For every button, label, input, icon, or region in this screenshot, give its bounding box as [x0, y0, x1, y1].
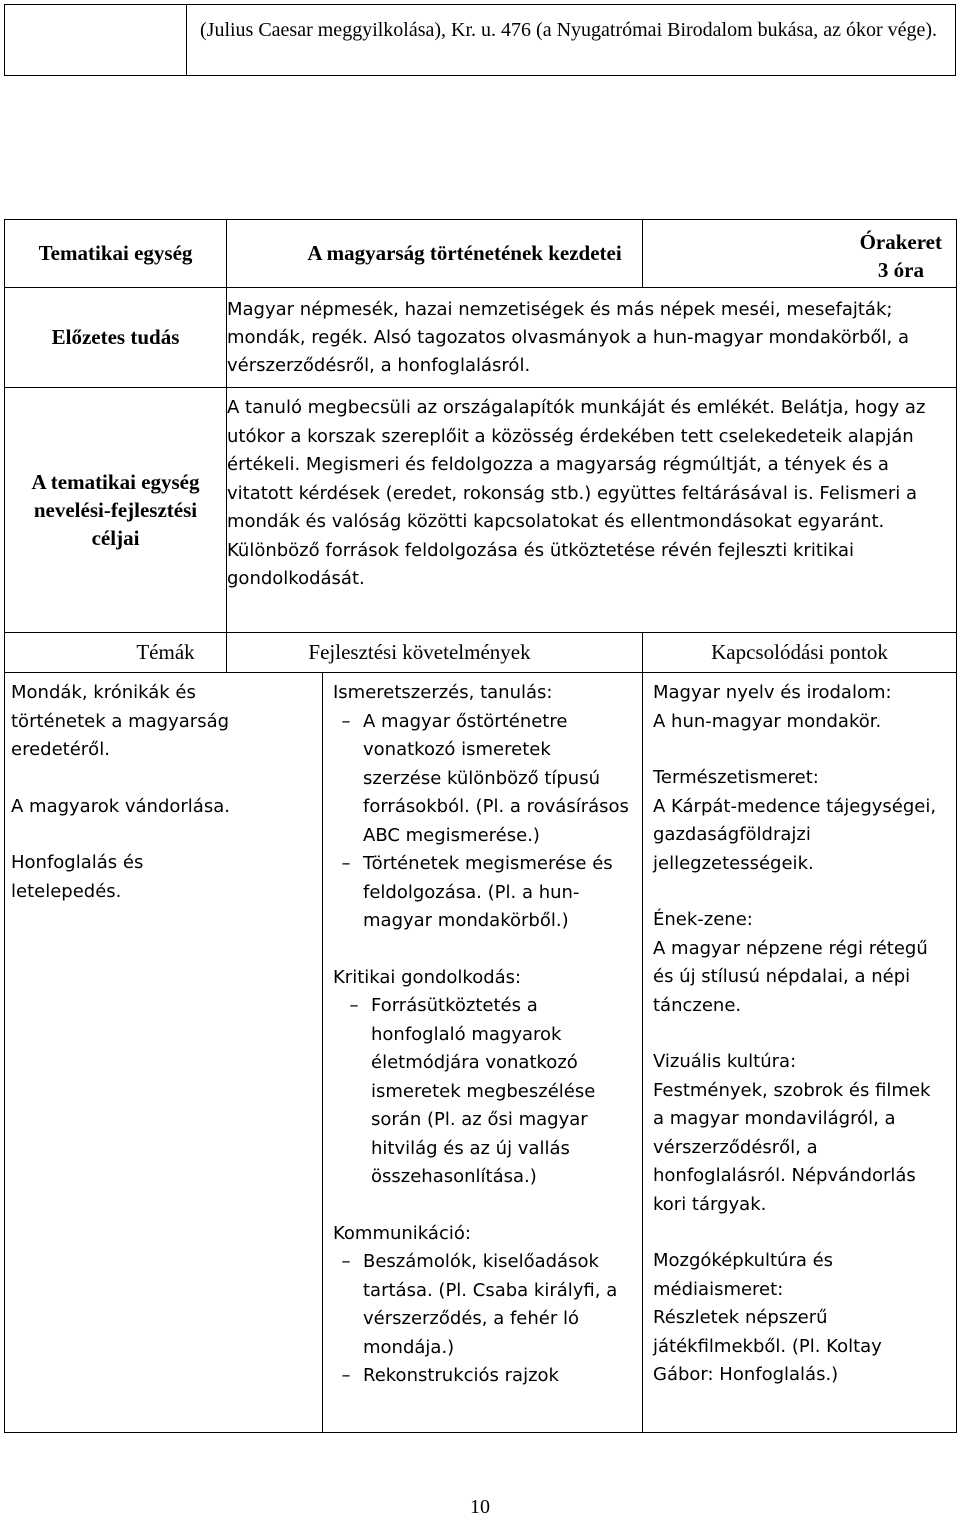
connections-header: Kapcsolódási pontok	[711, 640, 888, 664]
connection-text: Festmények, szobrok és filmek a magyar mondavilágról, a vérszerződésről, a honfoglalásról. Népvándorlás kori tárgyak.	[653, 1079, 931, 1215]
connection-title: Ének-zene:	[653, 909, 753, 930]
unit-label: Tematikai egység	[38, 241, 193, 265]
topics-header-cell	[5, 633, 227, 673]
hours-label: Órakeret	[859, 230, 942, 254]
hours-value: 3 óra	[877, 258, 924, 282]
connection-text: Részletek népszerű játékfilmekből. (Pl. Koltay Gábor: Honfoglalás.)	[653, 1307, 882, 1385]
requirement-group-title: Kommunikáció:	[333, 1222, 471, 1244]
connection-title: Vizuális kultúra:	[653, 1051, 797, 1072]
prior-knowledge-text: Magyar népmesék, hazai nemzetiségek és más népek meséi, mesefajták; mondák, regék. Alsó tagozatos olvasmányok a hun-magyar mondakörből, a vérszerződésről, a honfoglalásról.	[227, 299, 909, 376]
connection-text: A Kárpát-medence tájegységei, gazdaságföldrajzi jellegzetességeik.	[653, 795, 937, 874]
hours-cell	[643, 220, 957, 288]
connections-header-cell	[643, 633, 957, 673]
unit-title-cell	[227, 220, 643, 288]
topics-header: Témák	[136, 640, 195, 664]
requirement-item: – Történetek megismerése és feldolgozása. (Pl. a hun-magyar mondakörből.)	[333, 850, 632, 936]
topics-cell	[5, 673, 323, 1433]
goals-label-cell	[5, 388, 227, 633]
unit-title: A magyarság történetének kezdetei	[307, 241, 622, 265]
connection-text: A magyar népzene régi rétegű és új stílusú népdalai, a népi tánczene.	[653, 937, 928, 1016]
requirement-group	[333, 679, 632, 936]
requirements-header: Fejlesztési követelmények	[308, 640, 531, 664]
connection-text: A hun-magyar mondakör.	[653, 710, 882, 732]
topic-item: Mondák, krónikák és történetek a magyarság eredetéről.	[11, 682, 230, 760]
connection-title: Mozgóképkultúra és médiaismeret:	[653, 1250, 834, 1300]
prior-knowledge-label-cell	[5, 288, 227, 388]
requirement-group	[333, 964, 632, 1192]
prior-knowledge-label: Előzetes tudás	[51, 325, 180, 349]
connections-cell	[643, 673, 957, 1433]
connection-title: Természetismeret:	[653, 767, 819, 788]
prior-knowledge-text-cell	[227, 288, 957, 388]
requirement-item: – Rekonstrukciós rajzok	[333, 1362, 632, 1391]
connection-group	[653, 1247, 946, 1390]
previous-table-continuation-text: (Julius Caesar meggyilkolása), Kr. u. 476 (a Nyugatrómai Birodalom bukása, az ókor vége).	[200, 19, 938, 41]
connection-group	[653, 1048, 946, 1219]
connection-group	[653, 764, 946, 878]
requirement-group-title: Ismeretszerzés, tanulás:	[333, 682, 553, 703]
requirement-group-title: Kritikai gondolkodás:	[333, 966, 522, 988]
topic-item: A magyarok vándorlása.	[11, 795, 230, 817]
requirement-group	[333, 1220, 632, 1391]
connection-title: Magyar nyelv és irodalom:	[653, 682, 892, 703]
goals-text-cell	[227, 388, 957, 633]
connection-group	[653, 679, 946, 736]
requirement-item: – Forrásütköztetés a honfoglaló magyarok életmódjára vonatkozó ismeretek megbeszélése során (Pl. az ősi magyar hitvilág és az új vallás összehasonlítása.)	[341, 992, 632, 1192]
requirement-item: – Beszámolók, kiselőadások tartása. (Pl. Csaba királyfi, a vérszerződés, a fehér ló mondája.)	[333, 1248, 632, 1362]
page-number: 10	[470, 1496, 490, 1518]
curriculum-table	[4, 219, 957, 1433]
requirements-header-cell	[227, 633, 643, 673]
topic-item: Honfoglalás és letelepedés.	[11, 852, 144, 902]
goals-text: A tanuló megbecsüli az országalapítók munkáját és emlékét. Belátja, hogy az utókor a korszak szereplőit a közösség érdekében tett cselekedeteik alapján értékeli. Megismeri és feldolgozza a magyarság régmúltját, a tények és a vitatott kérdések (eredet, rokonság stb.) együttes feltárásával is. Felismeri a mondák és valóság közötti kapcsolatokat és ellentmondásokat egyaránt. Különböző források feldolgozása és ütköztetése révén fejleszti kritikai gondolkodását.	[227, 397, 926, 589]
requirement-item: – A magyar őstörténetre vonatkozó ismeretek szerzése különböző típusú forrásokból. (Pl. a rovásírásos ABC megismerése.)	[333, 708, 632, 851]
unit-label-cell	[5, 220, 227, 288]
connection-group	[653, 906, 946, 1020]
goals-label: A tematikai egység nevelési-fejlesztési céljai	[31, 470, 200, 550]
previous-table-left-cell	[4, 4, 187, 76]
requirements-cell	[323, 673, 643, 1433]
